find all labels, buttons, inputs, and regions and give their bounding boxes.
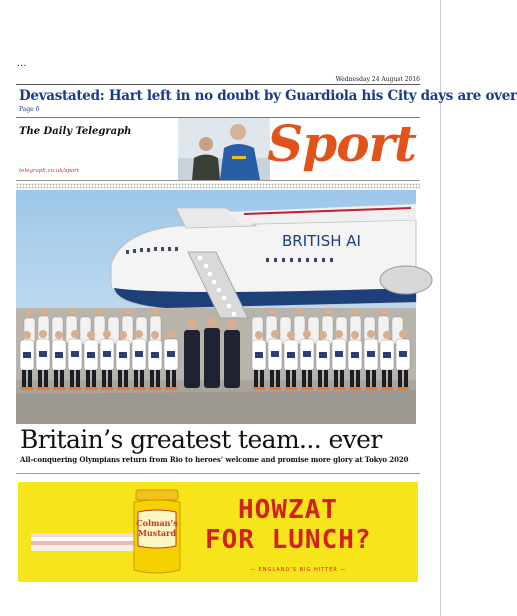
- sandwich-graphic: [31, 533, 146, 551]
- teaser-headline[interactable]: Devastated: Hart left in no doubt by Guardiola his City days are over: [19, 88, 517, 104]
- lead-photo[interactable]: [16, 190, 420, 424]
- top-ellipsis: ...: [17, 58, 27, 69]
- colmans-advert[interactable]: [18, 482, 418, 582]
- advert-divider: [16, 473, 420, 474]
- section-url[interactable]: telegraph.co.uk/sport: [19, 168, 79, 174]
- advert-line-1: HOWZAT: [238, 495, 338, 525]
- advert-tagline: — ENGLAND’S BIG HITTER —: [250, 567, 347, 573]
- aircraft-livery-text: BRITISH AI: [282, 232, 361, 250]
- team-gb-photo: [16, 190, 416, 424]
- jar-brand: Colman’s: [136, 518, 178, 528]
- newspaper-logo: The Daily Telegraph: [19, 126, 132, 137]
- sport-masthead: [16, 114, 420, 181]
- jar-product: Mustard: [138, 528, 176, 538]
- dotted-divider: [16, 183, 420, 189]
- teaser-page-ref: Page 6: [19, 106, 40, 113]
- lead-standfirst: All-conquering Olympians return from Rio to heroes’ welcome and promise more glory at Tokyo 2020: [20, 455, 409, 464]
- lead-headline[interactable]: Britain’s greatest team... ever: [20, 425, 382, 454]
- jar-brand-label: [136, 518, 178, 538]
- dateline: Wednesday 24 August 2016: [335, 76, 420, 83]
- advert-line-2: FOR LUNCH?: [205, 525, 372, 555]
- newspaper-page: [16, 76, 517, 586]
- section-title: Sport: [267, 114, 416, 173]
- masthead-photo: [178, 118, 270, 180]
